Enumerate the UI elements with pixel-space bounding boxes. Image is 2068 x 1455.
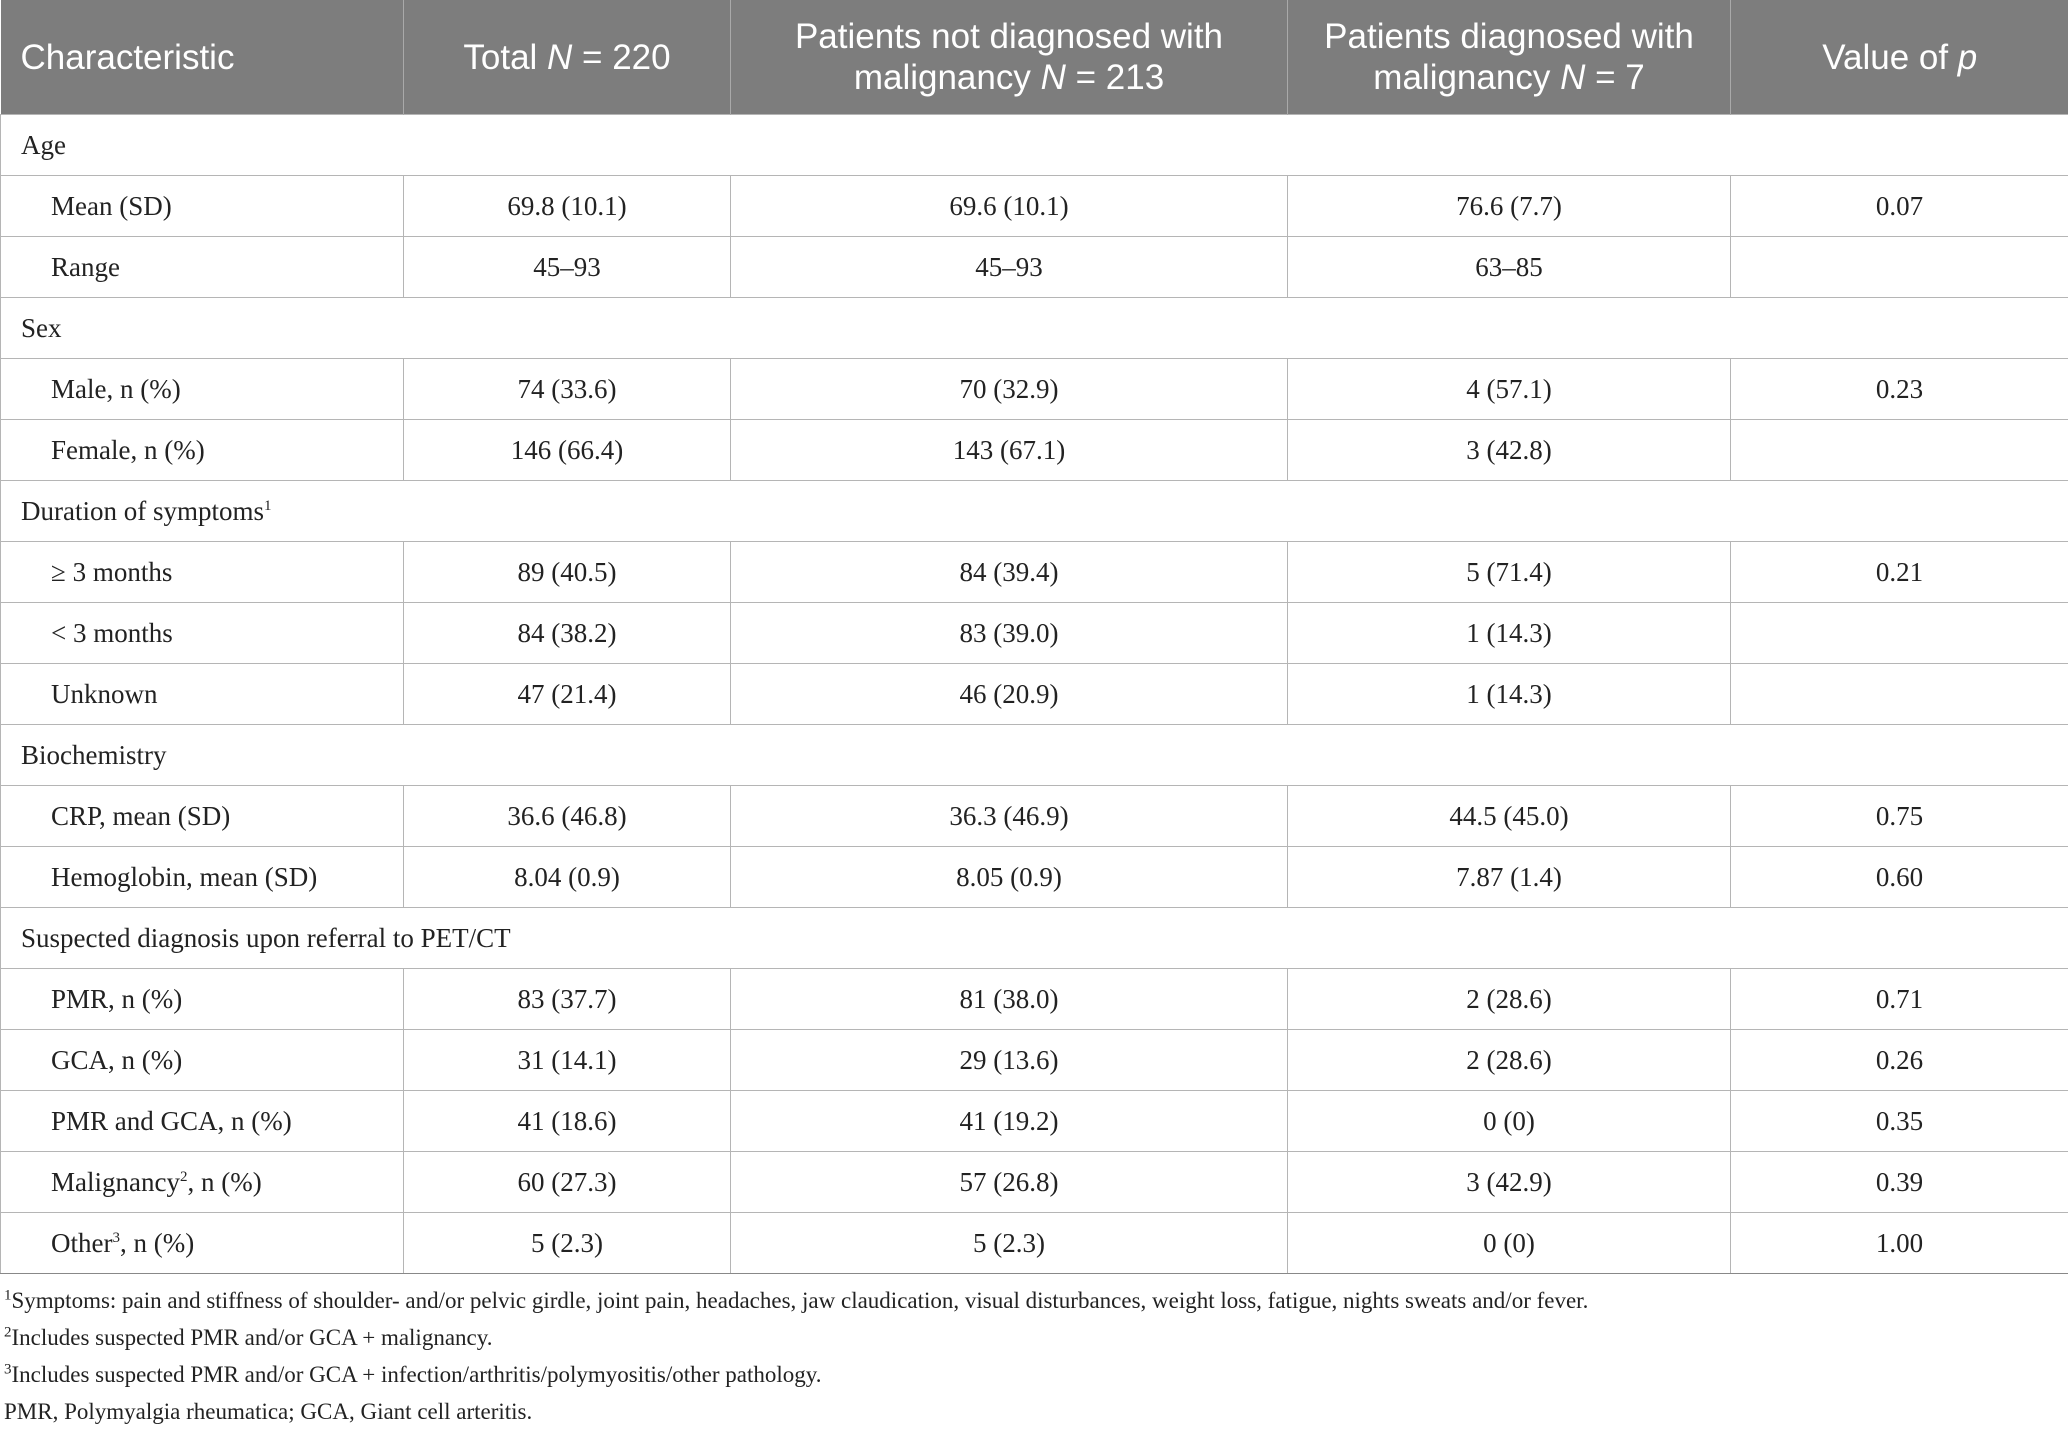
- row-label: Mean (SD): [1, 176, 404, 237]
- cell-total: 146 (66.4): [404, 420, 731, 481]
- row-label: Male, n (%): [1, 359, 404, 420]
- cell-not-diagnosed: 81 (38.0): [731, 969, 1288, 1030]
- section-title: Sex: [1, 298, 2068, 359]
- cell-diagnosed: 1 (14.3): [1288, 664, 1731, 725]
- cell-total: 45–93: [404, 237, 731, 298]
- section-title: Suspected diagnosis upon referral to PET/CT: [1, 908, 2068, 969]
- cell-p-value: [1731, 237, 2068, 298]
- cell-diagnosed: 2 (28.6): [1288, 969, 1731, 1030]
- footnote-abbreviations: PMR, Polymyalgia rheumatica; GCA, Giant cell arteritis.: [4, 1399, 533, 1424]
- col-header-p-value: Value of p: [1731, 0, 2068, 115]
- cell-not-diagnosed: 41 (19.2): [731, 1091, 1288, 1152]
- cell-not-diagnosed: 70 (32.9): [731, 359, 1288, 420]
- table-footnotes: [0, 1282, 2068, 1430]
- cell-total: 8.04 (0.9): [404, 847, 731, 908]
- table-row: [1, 1213, 2068, 1274]
- cell-total: 74 (33.6): [404, 359, 731, 420]
- cell-not-diagnosed: 84 (39.4): [731, 542, 1288, 603]
- cell-p-value: 0.71: [1731, 969, 2068, 1030]
- cell-p-value: 1.00: [1731, 1213, 2068, 1274]
- row-label: PMR, n (%): [1, 969, 404, 1030]
- cell-diagnosed: 63–85: [1288, 237, 1731, 298]
- col-header-characteristic: Characteristic: [1, 0, 404, 115]
- cell-p-value: [1731, 603, 2068, 664]
- cell-total: 89 (40.5): [404, 542, 731, 603]
- cell-diagnosed: 7.87 (1.4): [1288, 847, 1731, 908]
- row-label: Range: [1, 237, 404, 298]
- footnote-3: $^3$Includes suspected PMR and/or GCA + infection/arthritis/polymyositis/other pathology.: [4, 1361, 822, 1387]
- cell-not-diagnosed: 83 (39.0): [731, 603, 1288, 664]
- table-row: [1, 969, 2068, 1030]
- cell-p-value: 0.35: [1731, 1091, 2068, 1152]
- cell-total: 47 (21.4): [404, 664, 731, 725]
- table-row: [1, 237, 2068, 298]
- section-row-biochemistry: [1, 725, 2068, 786]
- row-label: PMR and GCA, n (%): [1, 1091, 404, 1152]
- cell-p-value: 0.75: [1731, 786, 2068, 847]
- table-row: [1, 664, 2068, 725]
- table-row: [1, 359, 2068, 420]
- table-row: [1, 847, 2068, 908]
- cell-not-diagnosed: 45–93: [731, 237, 1288, 298]
- footnote-marker: 3: [112, 1229, 120, 1246]
- table-row: [1, 420, 2068, 481]
- row-label: < 3 months: [1, 603, 404, 664]
- cell-diagnosed: 4 (57.1): [1288, 359, 1731, 420]
- table-row: [1, 603, 2068, 664]
- row-label: Female, n (%): [1, 420, 404, 481]
- cell-diagnosed: 44.5 (45.0): [1288, 786, 1731, 847]
- footnote-1: $^1$Symptoms: pain and stiffness of shoulder- and/or pelvic girdle, joint pain, headaches, jaw claudication, visual disturbances, weight loss, fatigue, nights sweats and/or fever.: [4, 1287, 1589, 1313]
- col-header-diagnosed: Patients diagnosed with malignancy N = 7: [1288, 0, 1731, 115]
- cell-p-value: 0.07: [1731, 176, 2068, 237]
- footnote-marker: 1: [264, 497, 272, 514]
- section-title: Duration of symptoms$^1$: [1, 481, 2068, 542]
- table-row: [1, 542, 2068, 603]
- section-title: Age: [1, 115, 2068, 176]
- footnote-marker: 2: [179, 1168, 188, 1185]
- cell-not-diagnosed: 36.3 (46.9): [731, 786, 1288, 847]
- cell-diagnosed: 0 (0): [1288, 1213, 1731, 1274]
- cell-p-value: 0.26: [1731, 1030, 2068, 1091]
- table-row: [1, 1030, 2068, 1091]
- cell-not-diagnosed: 143 (67.1): [731, 420, 1288, 481]
- section-row-suspected-diagnosis: [1, 908, 2068, 969]
- cell-diagnosed: 0 (0): [1288, 1091, 1731, 1152]
- cell-total: 41 (18.6): [404, 1091, 731, 1152]
- cell-not-diagnosed: 5 (2.3): [731, 1213, 1288, 1274]
- table-row: [1, 1152, 2068, 1213]
- section-row-age: [1, 115, 2068, 176]
- row-label: Hemoglobin, mean (SD): [1, 847, 404, 908]
- row-label: Other$^3$, n (%): [1, 1213, 404, 1274]
- cell-not-diagnosed: 8.05 (0.9): [731, 847, 1288, 908]
- cell-not-diagnosed: 29 (13.6): [731, 1030, 1288, 1091]
- row-label: CRP, mean (SD): [1, 786, 404, 847]
- cell-not-diagnosed: 57 (26.8): [731, 1152, 1288, 1213]
- table-row: [1, 176, 2068, 237]
- cell-total: 5 (2.3): [404, 1213, 731, 1274]
- col-header-not-diagnosed: Patients not diagnosed with malignancy N = 213: [731, 0, 1288, 115]
- cell-total: 31 (14.1): [404, 1030, 731, 1091]
- row-label: Malignancy$^2$, n (%): [1, 1152, 404, 1213]
- cell-total: 69.8 (10.1): [404, 176, 731, 237]
- cell-total: 83 (37.7): [404, 969, 731, 1030]
- section-row-duration: [1, 481, 2068, 542]
- cell-total: 84 (38.2): [404, 603, 731, 664]
- section-row-sex: [1, 298, 2068, 359]
- row-label: Unknown: [1, 664, 404, 725]
- cell-total: 36.6 (46.8): [404, 786, 731, 847]
- cell-diagnosed: 2 (28.6): [1288, 1030, 1731, 1091]
- cell-not-diagnosed: 46 (20.9): [731, 664, 1288, 725]
- cell-diagnosed: 3 (42.9): [1288, 1152, 1731, 1213]
- section-title: Biochemistry: [1, 725, 2068, 786]
- table-row: [1, 1091, 2068, 1152]
- table-header-row: [1, 0, 2068, 115]
- row-label: GCA, n (%): [1, 1030, 404, 1091]
- cell-p-value: 0.21: [1731, 542, 2068, 603]
- col-header-total: Total N = 220: [404, 0, 731, 115]
- cell-diagnosed: 76.6 (7.7): [1288, 176, 1731, 237]
- row-label: ≥ 3 months: [1, 542, 404, 603]
- cell-p-value: 0.39: [1731, 1152, 2068, 1213]
- cell-p-value: [1731, 420, 2068, 481]
- cell-total: 60 (27.3): [404, 1152, 731, 1213]
- cell-diagnosed: 3 (42.8): [1288, 420, 1731, 481]
- footnote-2: $^2$Includes suspected PMR and/or GCA + malignancy.: [4, 1324, 493, 1350]
- cell-p-value: 0.23: [1731, 359, 2068, 420]
- cell-not-diagnosed: 69.6 (10.1): [731, 176, 1288, 237]
- cell-diagnosed: 1 (14.3): [1288, 603, 1731, 664]
- table-row: [1, 786, 2068, 847]
- cell-p-value: [1731, 664, 2068, 725]
- cell-p-value: 0.60: [1731, 847, 2068, 908]
- cell-diagnosed: 5 (71.4): [1288, 542, 1731, 603]
